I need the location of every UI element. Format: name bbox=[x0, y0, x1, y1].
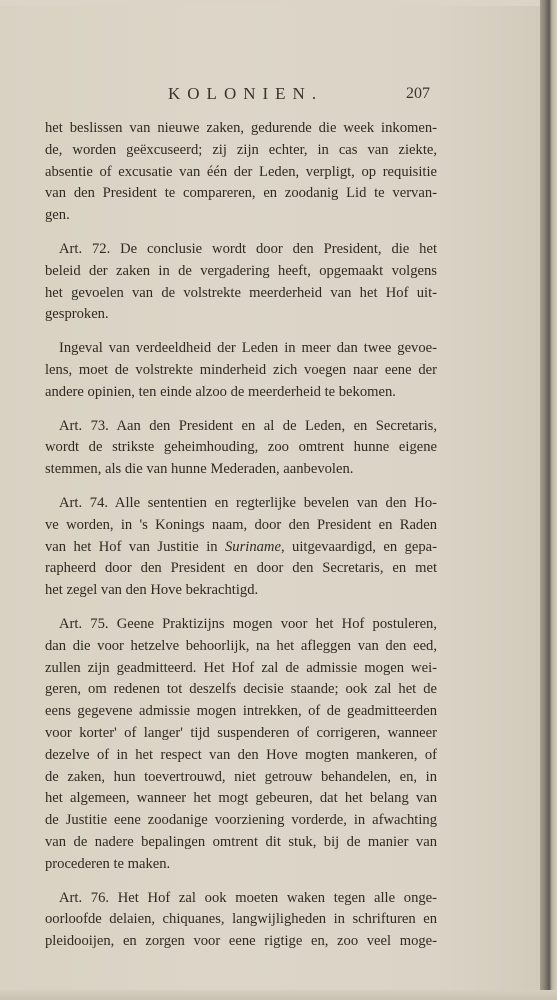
text-line: absentie of excusatie van één der Leden, verpligt, op requisitie bbox=[45, 163, 437, 180]
text-line: Art. 74. Alle sententien en regterlijke bevelen van den Ho- bbox=[59, 494, 437, 511]
text-line: het zegel van den Hove bekrachtigd. bbox=[45, 582, 259, 599]
text-line: rapheerd door den President en door den Secretaris, en met bbox=[45, 560, 437, 577]
text-line: lens, moet de volstrekte minderheid zich voegen naar eene der bbox=[45, 361, 437, 378]
text-line: de Justitie eene zoodanige voorziening vorderde, in afwachting bbox=[45, 812, 437, 829]
text-line: procederen te maken. bbox=[45, 855, 171, 872]
text-line: oorloofde delaien, chiquanes, langwijligheden in schrifturen en bbox=[45, 911, 437, 928]
text-line: het gevoelen van de volstrekte meerderheid van het Hof uit- bbox=[45, 284, 437, 301]
text-line: Art. 75. Geene Praktizijns mogen voor het Hof postuleren, bbox=[59, 615, 437, 632]
text-line: dezelve of in het respect van den Hove mogten mankeren, of bbox=[45, 746, 437, 763]
text-line: wordt de strikste geheimhouding, zoo omtrent hunne eigene bbox=[45, 439, 437, 456]
paper-leaf bbox=[0, 6, 540, 990]
page-edge-shadow bbox=[540, 0, 557, 1000]
paragraph-art-74 bbox=[45, 493, 437, 602]
text-line: stemmen, als die van hunne Mederaden, aanbevolen. bbox=[45, 461, 354, 478]
body-text bbox=[45, 118, 437, 965]
paragraph-art-75 bbox=[45, 614, 437, 876]
text-line: gen. bbox=[45, 207, 70, 224]
text-line: de, worden geëxcuseerd; zij zijn echter, in cas van ziekte, bbox=[45, 141, 437, 158]
text-line: van de nadere bepalingen omtrent dit stuk, bij de manier van bbox=[45, 833, 437, 850]
running-title: KOLONIEN. bbox=[168, 84, 324, 103]
page-bottom-edge bbox=[0, 990, 557, 1000]
italic-place-name: Suriname bbox=[225, 538, 281, 555]
text-line: zullen zijn geadmitteerd. Het Hof zal de admissie mogen wei- bbox=[45, 659, 437, 676]
paragraph-art-73 bbox=[45, 416, 437, 481]
text-line: Art. 76. Het Hof zal ook moeten waken tegen alle onge- bbox=[59, 889, 437, 906]
paragraph-verdeeldheid bbox=[45, 338, 437, 403]
text-line: gesproken. bbox=[45, 306, 109, 323]
text-line: beleid der zaken in de vergadering heeft, opgemaakt volgens bbox=[45, 262, 437, 279]
text-line: van den President te compareren, en zoodanig Lid te vervan- bbox=[45, 185, 437, 202]
text-line: dan die voor hetzelve behoorlijk, na het afleggen van den eed, bbox=[45, 637, 437, 654]
paragraph-art-72 bbox=[45, 239, 437, 326]
paragraph-art-76 bbox=[45, 888, 437, 953]
text-line: Art. 72. De conclusie wordt door den President, die het bbox=[59, 240, 437, 257]
text-line: Ingeval van verdeeldheid der Leden in meer dan twee gevoe- bbox=[59, 340, 437, 357]
text-line: andere opinien, ten einde alzoo de meerderheid te bekomen. bbox=[45, 383, 396, 400]
page-number: 207 bbox=[406, 85, 430, 102]
text-line: pleidooijen, en zorgen voor eene rigtige en, zoo veel moge- bbox=[45, 933, 437, 950]
text-line: het algemeen, wanneer het mogt gebeuren, dat het belang van bbox=[45, 790, 437, 807]
text-fragment: van het Hof van Justitie in bbox=[45, 538, 218, 555]
paragraph-continuation bbox=[45, 118, 437, 227]
text-line: het beslissen van nieuwe zaken, gedurende die week inkomen- bbox=[45, 120, 437, 136]
text-line: de zaken, hun toevertrouwd, niet getrouw behandelen, en, in bbox=[45, 768, 437, 785]
text-fragment: , uitgevaardigd, en gepa- bbox=[280, 538, 437, 555]
text-line: voor korter' of langer' tijd suspenderen of corrigeren, wanneer bbox=[45, 724, 437, 741]
text-line-mixed bbox=[45, 537, 437, 559]
text-line: eens gegevene admissie mogen intrekken, of de geadmitteerden bbox=[45, 703, 437, 720]
text-line: ve worden, in 's Konings naam, door den President en Raden bbox=[45, 516, 437, 533]
page-header bbox=[0, 84, 540, 110]
text-line: geren, om redenen tot deszelfs decisie staande; ook zal het de bbox=[45, 681, 437, 698]
text-line: Art. 73. Aan den President en al de Leden, en Secretaris, bbox=[59, 417, 437, 434]
